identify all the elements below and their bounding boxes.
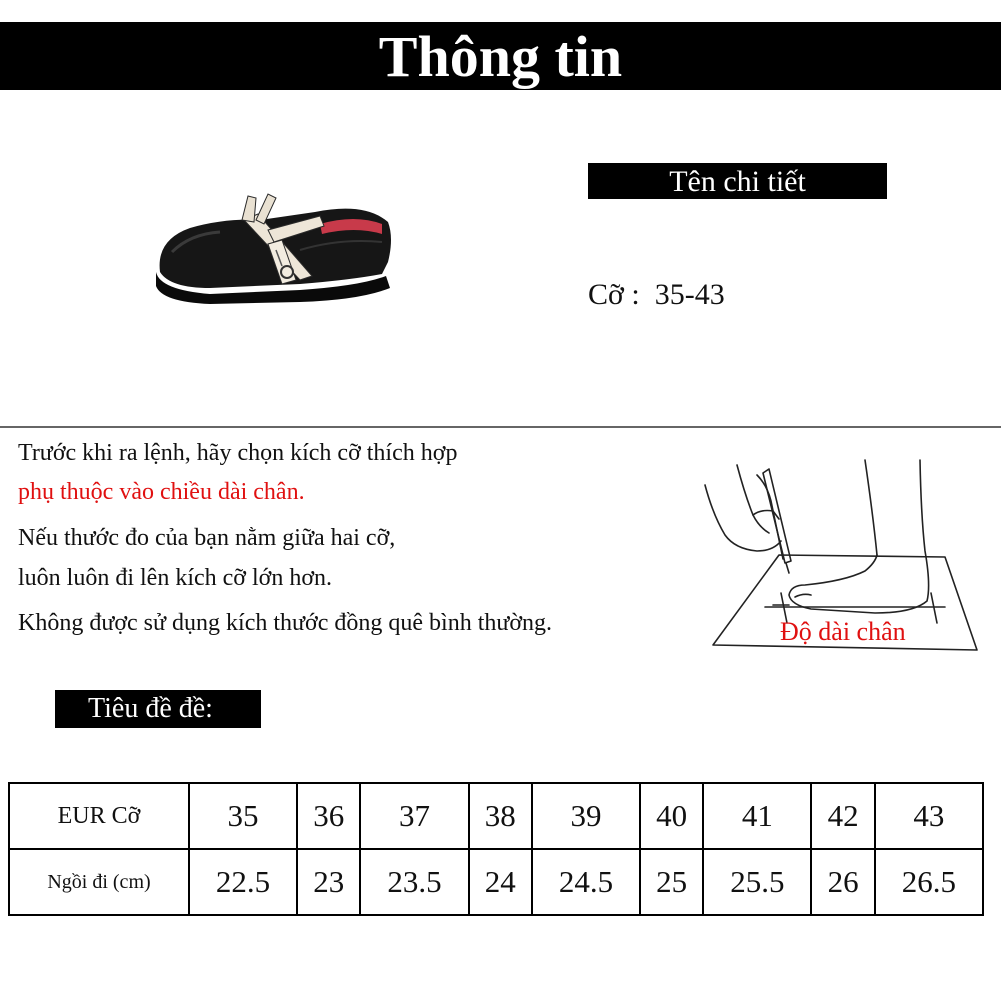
table-cell: 43 xyxy=(875,783,983,849)
table-cell: 23 xyxy=(297,849,360,915)
row-header-cm: Ngồi đi (cm) xyxy=(9,849,189,915)
detail-label: Tên chi tiết xyxy=(588,163,887,199)
table-row-eur xyxy=(9,783,983,849)
table-cell: 35 xyxy=(189,783,297,849)
table-cell: 38 xyxy=(469,783,532,849)
row-header-eur: EUR Cỡ xyxy=(9,783,189,849)
instruction-line-3: Nếu thước đo của bạn nằm giữa hai cỡ, xyxy=(18,525,396,551)
table-cell: 25.5 xyxy=(703,849,811,915)
table-cell: 41 xyxy=(703,783,811,849)
instruction-line-4: luôn luôn đi lên kích cỡ lớn hơn. xyxy=(18,565,333,591)
table-cell: 23.5 xyxy=(360,849,468,915)
table-cell: 39 xyxy=(532,783,640,849)
table-cell: 22.5 xyxy=(189,849,297,915)
instruction-line-2: phụ thuộc vào chiều dài chân. xyxy=(18,479,305,505)
size-table xyxy=(8,782,984,916)
size-range: 35-43 xyxy=(654,278,725,311)
table-cell: 36 xyxy=(297,783,360,849)
size-range-line xyxy=(588,278,725,312)
table-cell: 24.5 xyxy=(532,849,640,915)
page-title: Thông tin xyxy=(0,22,1001,90)
size-label: Cỡ : xyxy=(588,278,640,311)
table-cell: 40 xyxy=(640,783,703,849)
instruction-line-5: Không được sử dụng kích thước đồng quê bình thường. xyxy=(18,610,553,636)
size-table-title: Tiêu đề đề: xyxy=(55,690,261,728)
table-cell: 37 xyxy=(360,783,468,849)
table-cell: 26 xyxy=(811,849,874,915)
table-cell: 24 xyxy=(469,849,532,915)
table-cell: 26.5 xyxy=(875,849,983,915)
shoe-image xyxy=(150,190,400,305)
table-cell: 25 xyxy=(640,849,703,915)
table-cell: 42 xyxy=(811,783,874,849)
foot-length-label: Độ dài chân xyxy=(780,617,906,646)
section-divider xyxy=(0,426,1001,428)
instruction-line-1: Trước khi ra lệnh, hãy chọn kích cỡ thích hợp xyxy=(18,440,458,466)
table-row-cm xyxy=(9,849,983,915)
